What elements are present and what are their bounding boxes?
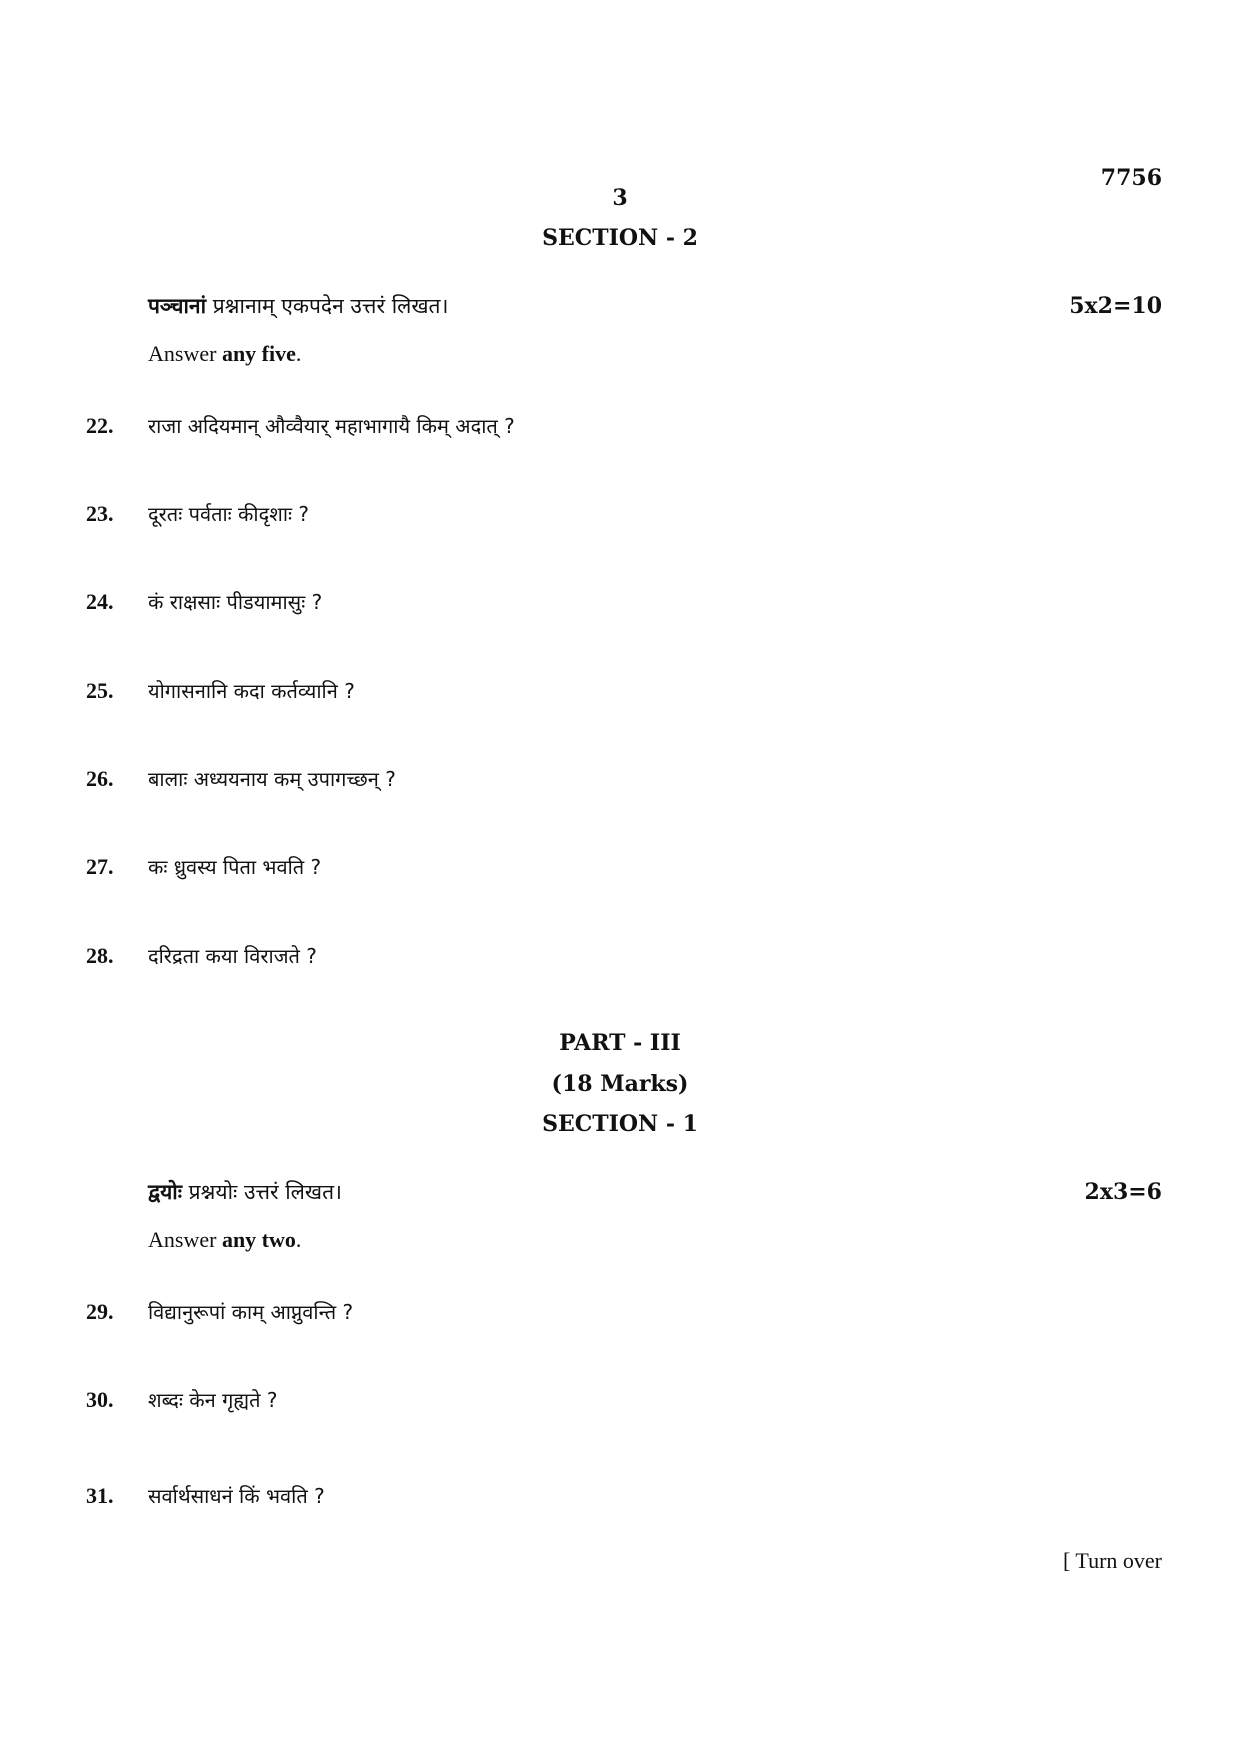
question-text: योगासनानि कदा कर्तव्यानि ? [148,679,355,703]
part-3-answer-note [148,1227,301,1253]
part-3-marks: (18 Marks) [551,1071,689,1097]
question-25 [86,677,355,704]
instruction-bold: पञ्चानां [148,293,207,318]
answer-bold: any five [221,341,296,366]
page-number: 3 [612,185,628,211]
question-text: दूरतः पर्वताः कीदृशाः ? [148,502,310,526]
answer-suffix: . [295,1227,302,1252]
instruction-text: प्रश्नानाम् एकपदेन उत्तरं लिखत। [206,294,449,318]
question-26 [86,765,396,792]
question-24 [86,588,322,615]
instruction-bold: द्वयोः [148,1179,182,1204]
question-text: राजा अदियमान् औव्वैयार् महाभागायै किम् अदात् ? [148,414,515,438]
question-number: 30. [86,1387,114,1412]
part-3-section-1-heading: SECTION - 1 [542,1111,698,1137]
question-number: 31. [86,1483,114,1508]
instruction-text: प्रश्नयोः उत्तरं लिखत। [181,1180,343,1204]
question-number: 24. [86,589,114,614]
question-number: 26. [86,766,114,791]
answer-prefix: Answer [148,341,222,366]
question-number: 27. [86,854,114,879]
paper-code: 7756 [1100,165,1162,191]
question-text: सर्वार्थसाधनं किं भवति ? [148,1484,325,1508]
question-number: 22. [86,413,114,438]
question-text: विद्यानुरूपां काम् आप्नुवन्ति ? [148,1300,354,1324]
question-number: 25. [86,678,114,703]
answer-bold: any two [221,1227,296,1252]
question-28 [86,942,317,969]
section-2-heading: SECTION - 2 [542,225,698,251]
question-29 [86,1298,353,1325]
section-2-marks: 5x2=10 [1069,293,1162,319]
question-23 [86,500,309,527]
question-text: शब्दः केन गृह्यते ? [148,1388,278,1412]
answer-prefix: Answer [148,1227,222,1252]
question-text: कं राक्षसाः पीडयामासुः ? [148,590,323,614]
part-3-title: PART - III [559,1030,681,1056]
question-30 [86,1386,277,1413]
question-text: कः ध्रुवस्य पिता भवति ? [148,855,322,879]
question-number: 23. [86,501,114,526]
question-text: बालाः अध्ययनाय कम् उपागच्छन् ? [148,767,396,791]
question-number: 28. [86,943,114,968]
section-2-answer-note [148,341,301,367]
question-27 [86,853,321,880]
part-3-marks-scheme: 2x3=6 [1084,1179,1162,1205]
answer-suffix: . [295,341,302,366]
turn-over-note: [ Turn over [1062,1548,1162,1573]
question-31 [86,1482,325,1509]
section-2-instruction [148,292,449,320]
question-text: दरिद्रता कया विराजते ? [148,944,317,968]
question-22 [86,412,515,439]
part-3-instruction [148,1178,342,1206]
question-number: 29. [86,1299,114,1324]
